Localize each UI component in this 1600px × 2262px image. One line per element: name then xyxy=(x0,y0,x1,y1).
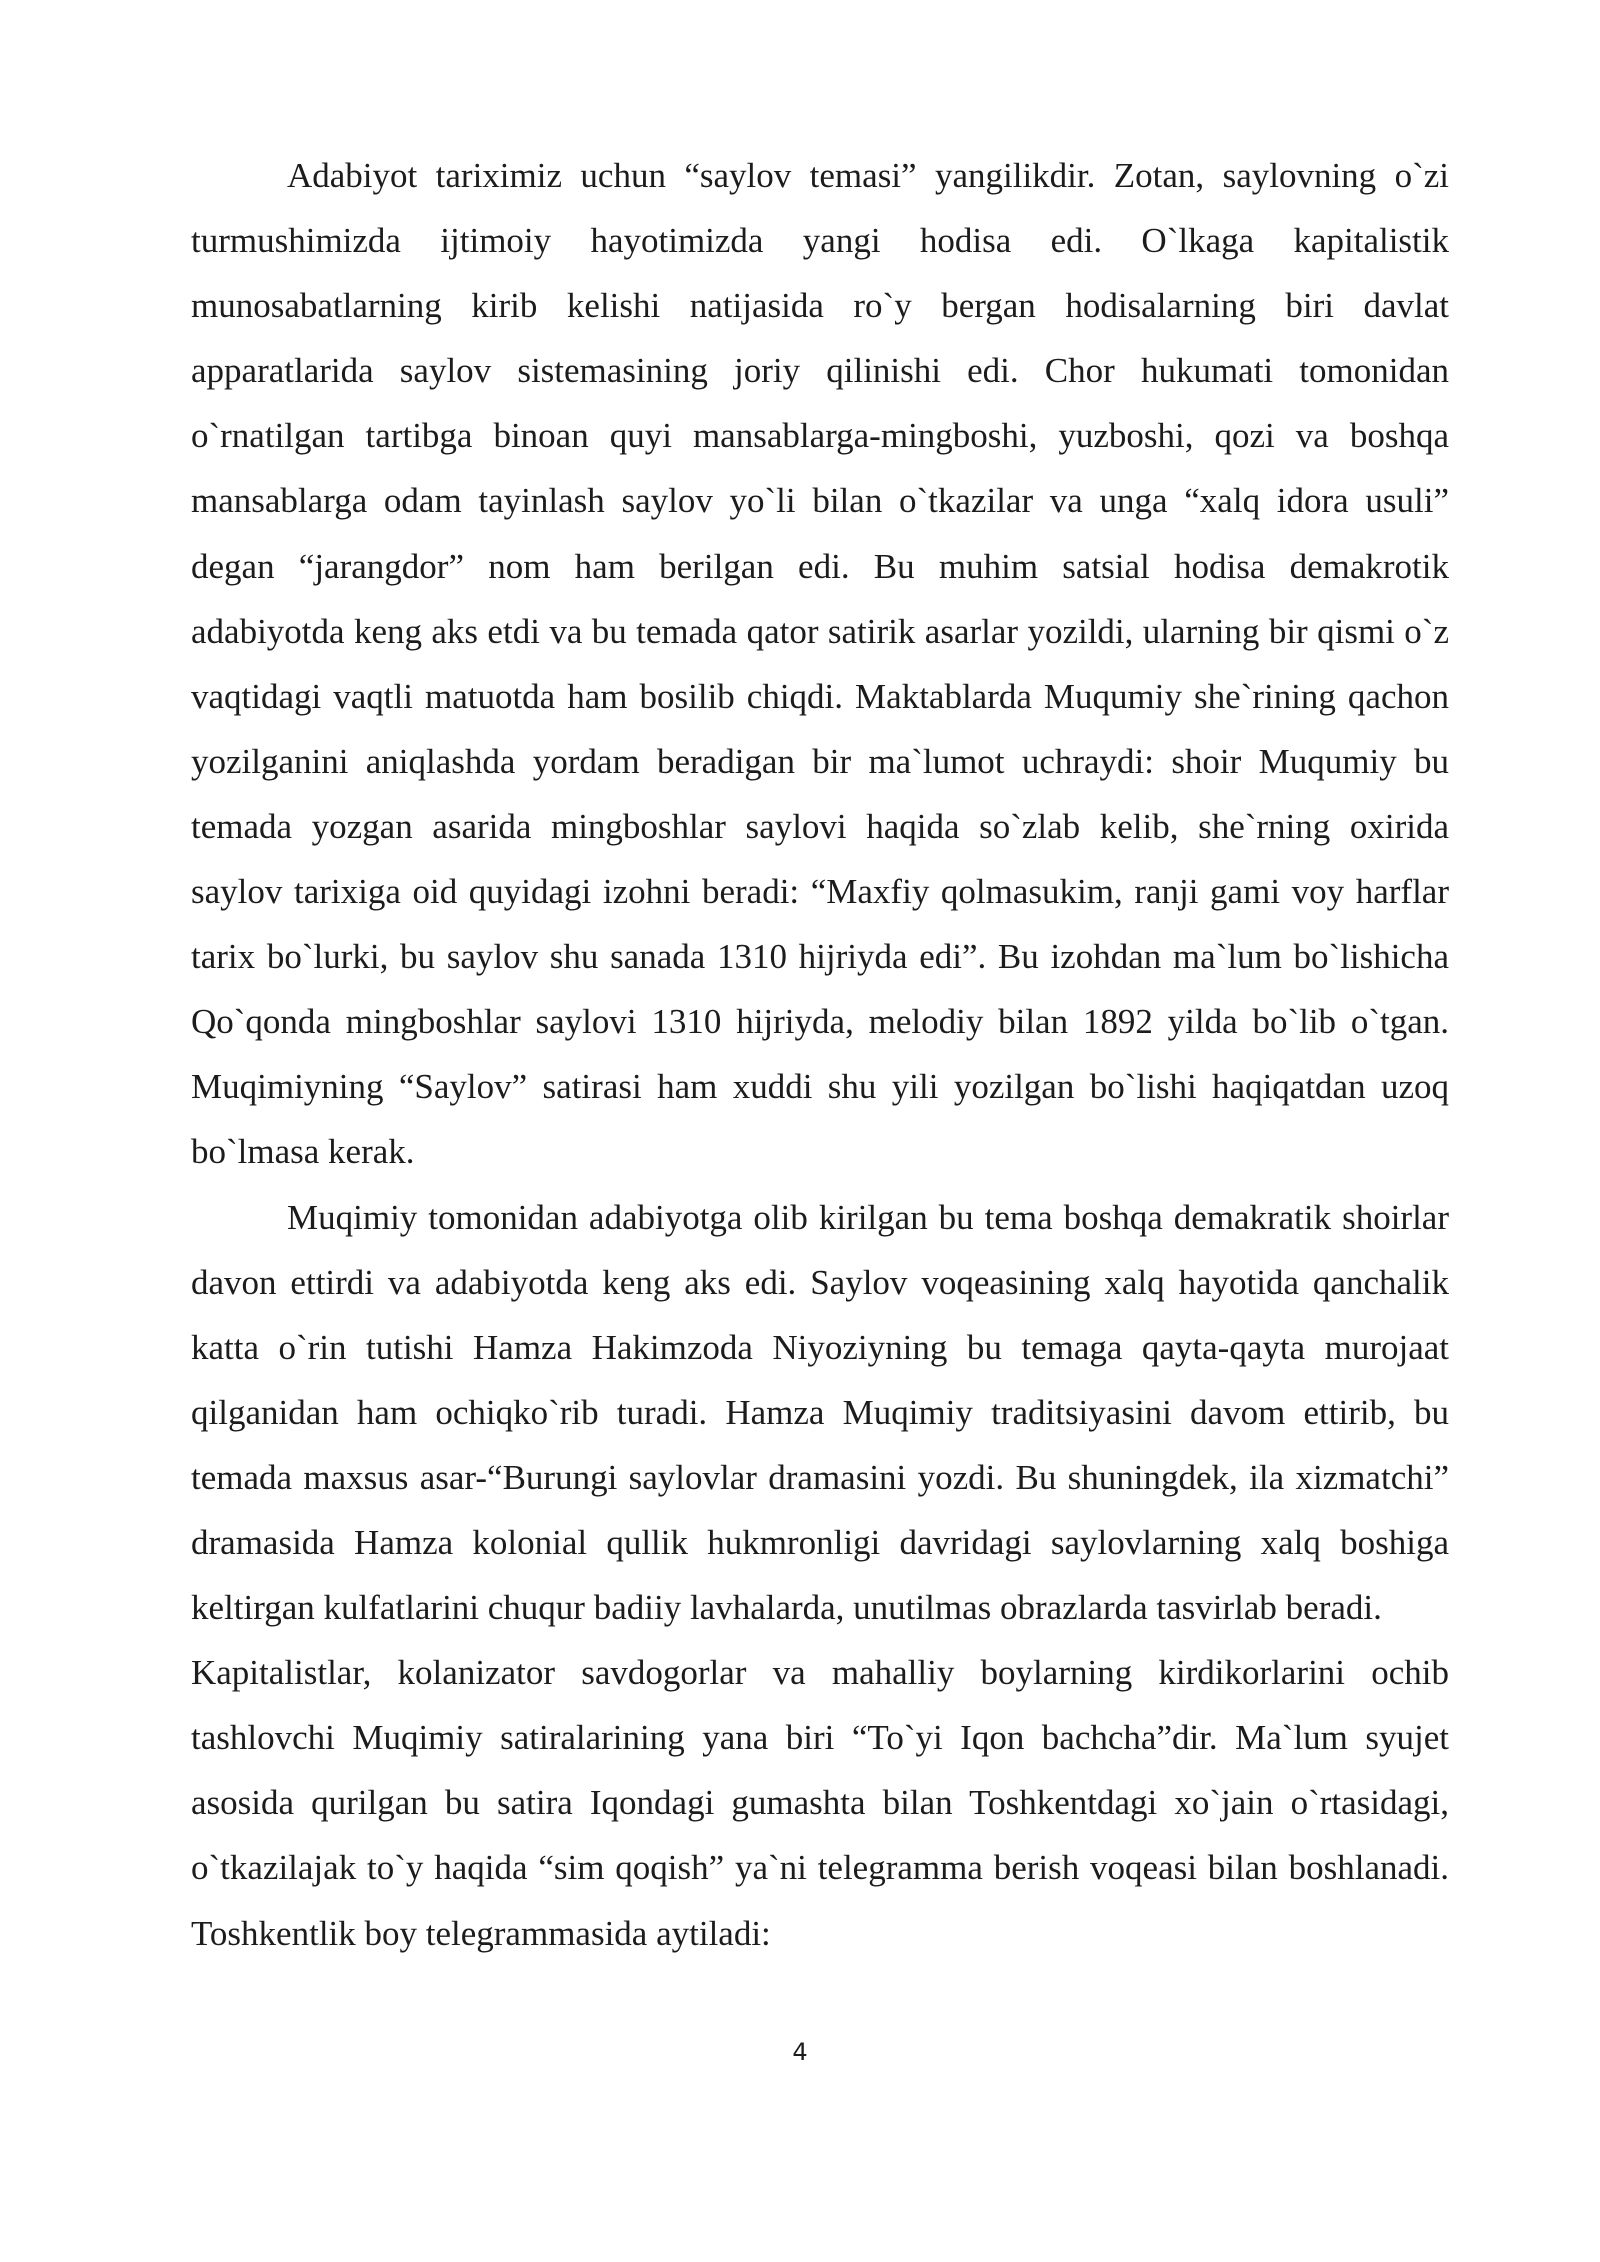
document-body xyxy=(191,143,1449,1966)
page-number: 4 xyxy=(792,2038,808,2066)
paragraph-3: Kapitalistlar, kolanizator savdogorlar va mahalliy boylarning kirdikorlarini ochib tashlovchi Muqimiy satiralarining yana biri “To`yi Iqon bachcha”dir. Ma`lum syujet asosida qurilgan bu satira Iqondagi gumashta bilan Toshkentdagi xo`jain o`rtasidagi, o`tkazilajak to`y haqida “sim qoqish” ya`ni telegramma berish voqeasi bilan boshlanadi. Toshkentlik boy telegrammasida aytiladi: xyxy=(191,1653,1449,1953)
paragraph-1: Adabiyot tariximiz uchun “saylov temasi” yangilikdir. Zotan, saylovning o`zi turmushimizda ijtimoiy hayotimizda yangi hodisa edi. O`lkaga kapitalistik munosabatlarning kirib kelishi natijasida ro`y bergan hodisalarning biri davlat apparatlarida saylov sistemasining joriy qilinishi edi. Chor hukumati tomonidan o`rnatilgan tartibga binoan quyi mansablarga-mingboshi, yuzboshi, qozi va boshqa mansablarga odam tayinlash saylov yo`li bilan o`tkazilar va unga “xalq idora usuli” degan “jarangdor” nom ham berilgan edi. Bu muhim satsial hodisa demakrotik adabiyotda keng aks etdi va bu temada qator satirik asarlar yozildi, ularning bir qismi o`z vaqtidagi vaqtli matuotda ham bosilib chiqdi. Maktablarda Muqumiy she`rining qachon yozilganini aniqlashda yordam beradigan bir ma`lumot uchraydi: shoir Muqumiy bu temada yozgan asarida mingboshlar saylovi haqida so`zlab kelib, she`rning oxirida saylov tarixiga oid quyidagi izohni beradi: “Maxfiy qolmasukim, ranji gami voy harflar tarix bo`lurki, bu saylov shu sanada 1310 hijriyda edi”. Bu izohdan ma`lum bo`lishicha Qo`qonda mingboshlar saylovi 1310 hijriyda, melodiy bilan 1892 yilda bo`lib o`tgan. Muqimiyning “Saylov” satirasi ham xuddi shu yili yozilgan bo`lishi haqiqatdan uzoq bo`lmasa kerak. xyxy=(191,156,1449,1172)
paragraph-2: Muqimiy tomonidan adabiyotga olib kirilgan bu tema boshqa demakratik shoirlar davon ettirdi va adabiyotda keng aks edi. Saylov voqeasining xalq hayotida qanchalik katta o`rin tutishi Hamza Hakimzoda Niyoziyning bu temaga qayta-qayta murojaat qilganidan ham ochiqko`rib turadi. Hamza Muqimiy traditsiyasini davom ettirib, bu temada maxsus asar-“Burungi saylovlar dramasini yozdi. Bu shuningdek, ila xizmatchi” dramasida Hamza kolonial qullik hukmronligi davridagi saylovlarning xalq boshiga keltirgan kulfatlarini chuqur badiiy lavhalarda, unutilmas obrazlarda tasvirlab beradi. xyxy=(191,1197,1449,1628)
